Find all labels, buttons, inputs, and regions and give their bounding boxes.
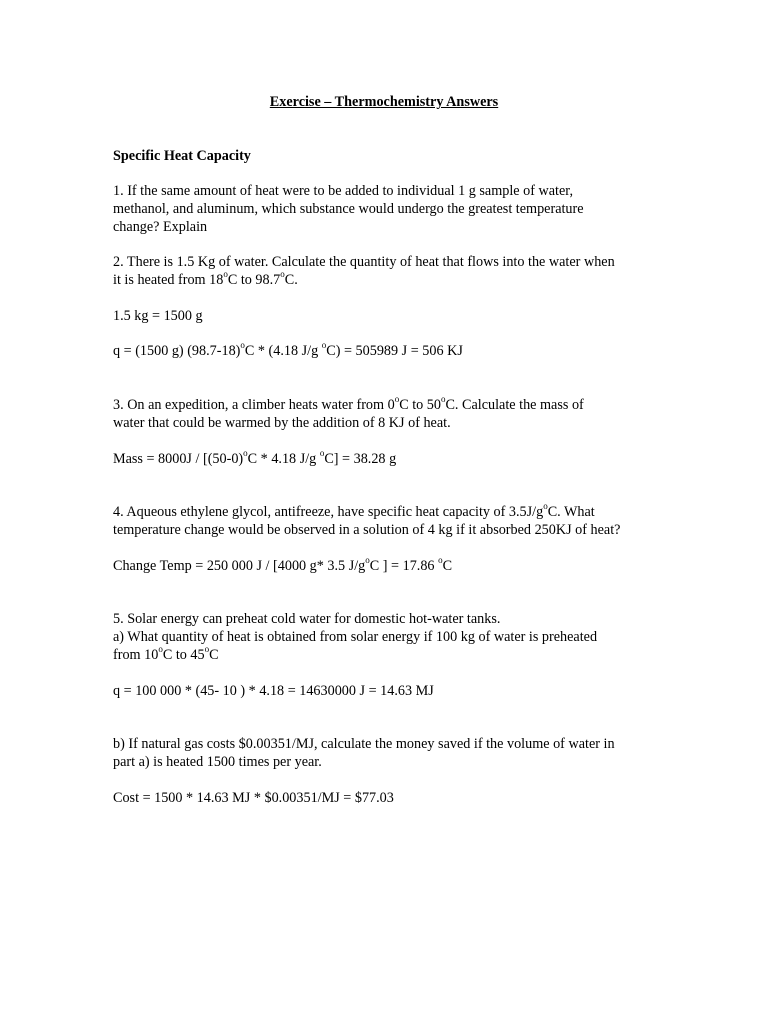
answer-3-calculation [113, 450, 396, 468]
question-5-line-1: 5. Solar energy can preheat cold water for domestic hot-water tanks. [113, 611, 501, 627]
answer-2-calculation [113, 342, 463, 360]
question-3-line-2: water that could be warmed by the addition of 8 KJ of heat. [113, 415, 451, 431]
a2-text-a: q = (1500 g) (98.7-18) [113, 343, 241, 359]
question-4-line-2: temperature change would be observed in a solution of 4 kg if it absorbed 250KJ of heat? [113, 522, 621, 538]
answer-5b-calculation: Cost = 1500 * 14.63 MJ * $0.00351/MJ = $77.03 [113, 790, 394, 806]
degree-sup: o [280, 269, 285, 280]
q2-text-c: C. [284, 272, 298, 288]
q3-text-b: C to 50 [399, 397, 441, 413]
degree-sup: o [543, 501, 548, 512]
question-5b-line-2: part a) is heated 1500 times per year. [113, 754, 322, 770]
degree-sup: o [440, 394, 446, 405]
q3-text-c: C. Calculate the mass of [445, 397, 584, 413]
a2-text-b: C * (4.18 J/g [244, 343, 322, 359]
degree-sup: o [223, 269, 228, 280]
question-3-line-1 [113, 396, 584, 414]
degree-sup: o [243, 448, 248, 459]
degree-sup: o [158, 644, 163, 655]
question-5a-line-2 [113, 646, 219, 664]
q2-text-b: C to 98.7 [227, 272, 281, 288]
degree-sup: o [438, 555, 443, 566]
question-1-line-1: 1. If the same amount of heat were to be added to individual 1 g sample of water, [113, 183, 573, 199]
q5-text-a: from 10 [113, 647, 159, 663]
q3-text-a: 3. On an expedition, a climber heats water from 0 [113, 397, 395, 413]
question-5a-line-1: a) What quantity of heat is obtained from solar energy if 100 kg of water is preheated [113, 629, 598, 645]
q5-text-c: C [209, 647, 219, 663]
degree-sup: o [365, 555, 370, 566]
degree-sup: o [321, 340, 327, 351]
a3-text-a: Mass = 8000J / [(50-0) [113, 451, 244, 467]
question-1-line-2: methanol, and aluminum, which substance would undergo the greatest temperature [113, 201, 584, 217]
q5-text-b: C to 45 [162, 647, 205, 663]
a4-text-a: Change Temp = 250 000 J / [4000 g* 3.5 J/g [113, 558, 366, 574]
a3-text-b: C * 4.18 J/g [247, 451, 320, 467]
document-title: Exercise – Thermochemistry Answers [269, 94, 499, 110]
answer-4-calculation [113, 557, 452, 575]
q4-text-a: 4. Aqueous ethylene glycol, antifreeze, have specific heat capacity of 3.5J/g [113, 504, 544, 520]
section-heading: Specific Heat Capacity [113, 148, 251, 164]
degree-sup: o [240, 340, 245, 351]
degree-sup: o [319, 448, 325, 459]
question-4-line-1 [113, 503, 595, 521]
q2-text-a: it is heated from 18 [113, 272, 224, 288]
a4-text-c: C [442, 558, 453, 574]
question-5b-line-1: b) If natural gas costs $0.00351/MJ, calculate the money saved if the volume of water in [113, 736, 615, 752]
a2-text-c: C) = 505989 J = 506 KJ [326, 343, 463, 359]
question-1-line-3: change? Explain [113, 219, 208, 235]
question-2-line-2 [113, 271, 298, 289]
degree-sup: o [394, 394, 400, 405]
question-2-line-1: 2. There is 1.5 Kg of water. Calculate the quantity of heat that flows into the water when [113, 254, 615, 270]
answer-2-conversion: 1.5 kg = 1500 g [113, 308, 203, 324]
answer-5a-calculation: q = 100 000 * (45- 10 ) * 4.18 = 14630000 J = 14.63 MJ [113, 683, 434, 699]
a3-text-c: C] = 38.28 g [324, 451, 397, 467]
q4-text-b: C. What [547, 504, 595, 520]
a4-text-b: C ] = 17.86 [369, 558, 439, 574]
degree-sup: o [204, 644, 210, 655]
